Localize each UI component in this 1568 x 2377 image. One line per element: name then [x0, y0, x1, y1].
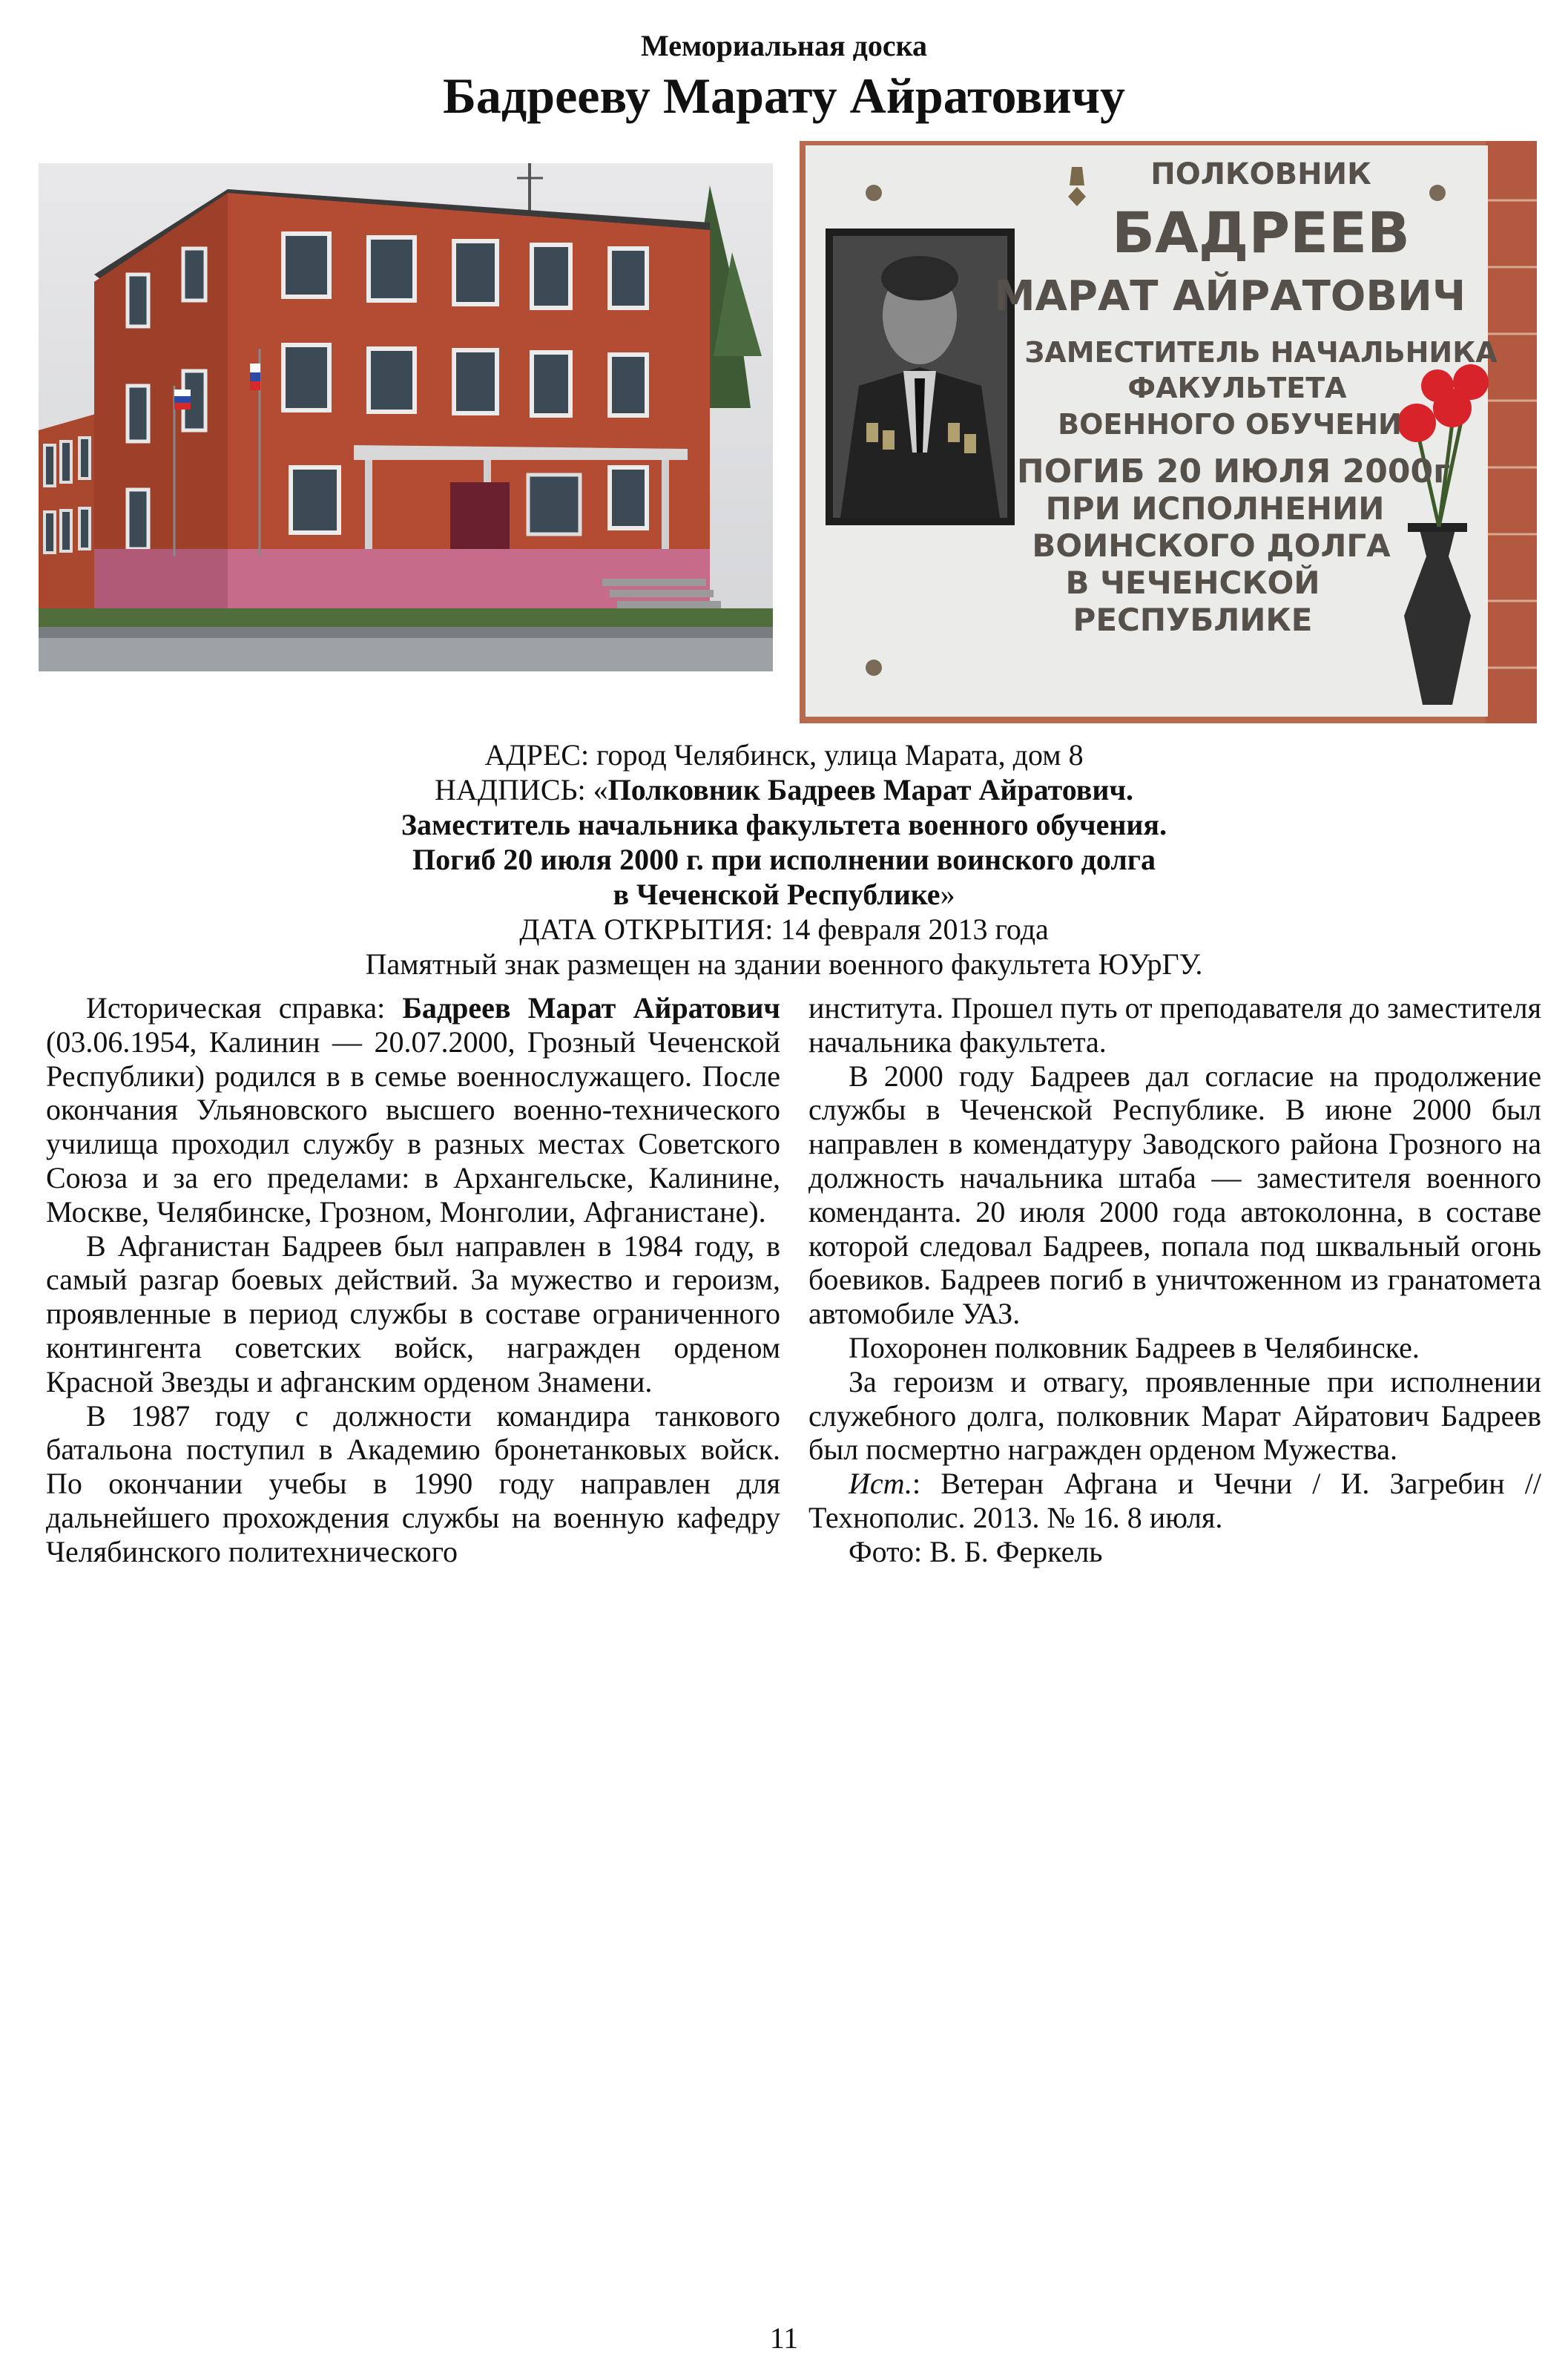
plaque-info — [0, 737, 1568, 982]
source-text: : Ветеран Афгана и Чечни / И. Загребин // Технополис. 2013. № 16. 8 июля. — [808, 1467, 1541, 1534]
building-photo — [39, 163, 773, 671]
photo-credit: Фото: В. Б. Феркель — [849, 1534, 1103, 1568]
history-paragraph-4: В 2000 году Бадреев дал согласие на продолжение службы в Чеченской Республике. В июне 2000 был направлен в комендатуру Заводского района Грозного на должность начальника штаба — заместителя военного коменданта. 20 июля 2000 года автоколонна, в составе которой следовал Бадреев, попала под шквальный огонь боевиков. Бадреев погиб в уничтоженном из гранатомета автомобиле УАЗ. — [808, 1059, 1541, 1331]
opening-date-label: ДАТА ОТКРЫТИЯ: — [519, 913, 781, 946]
plaque-death-line-4: В ЧЕЧЕНСКОЙ — [1065, 565, 1320, 601]
page-supertitle: Мемориальная доска — [640, 29, 928, 62]
plaque-name: МАРАТ АЙРАТОВИЧ — [993, 272, 1466, 320]
address-label: АДРЕС: — [484, 738, 597, 772]
plaque-death-line-3: ВОИНСКОГО ДОЛГА — [1032, 527, 1391, 564]
plaque-surname: БАДРЕЕВ — [1112, 200, 1410, 266]
history-paragraph-5: Похоронен полковник Бадреев в Челябинске. — [849, 1330, 1420, 1364]
plaque-position-line-1: ЗАМЕСТИТЕЛЬ НАЧАЛЬНИКА — [1024, 336, 1498, 369]
plaque-position-line-2: ФАКУЛЬТЕТА — [1127, 372, 1347, 404]
inscription-text-3: Погиб 20 июля 2000 г. при исполнении воинского долга — [412, 843, 1156, 876]
history-paragraph-3: В 1987 году с должности командира танкового батальона поступил в Академию бронетанковых войск. По окончании учебы в 1990 году направлен для дальнейшего прохождения службы на военную кафедру Челябинского политехнического — [46, 1398, 780, 1568]
history-intro: Историческая справка: — [86, 991, 403, 1025]
inscription-text-2: Заместитель начальника факультета военного обучения. — [401, 808, 1167, 841]
inscription-line-4 — [0, 877, 1568, 912]
plaque-position-line-3: ВОЕННОГО ОБУЧЕНИ — [1058, 408, 1402, 441]
plaque-rank: ПОЛКОВНИК — [1150, 157, 1371, 191]
plaque-death-line-5: РЕСПУБЛИКЕ — [1073, 602, 1313, 638]
inscription-close-quote: » — [940, 878, 955, 911]
inscription-text-4: в Чеченской Республике — [613, 878, 941, 911]
history-paragraph-continued: института. Прошел путь от преподавателя до заместителя начальника факультета. — [808, 991, 1542, 1059]
plaque-death-line-2: ПРИ ИСПОЛНЕНИИ — [1045, 490, 1385, 527]
source-label: Ист. — [849, 1467, 913, 1501]
inscription-line-1 — [0, 772, 1568, 807]
inscription-line-3 — [0, 842, 1568, 877]
history-paragraph-1 — [46, 991, 780, 1229]
plaque-death-line-1: ПОГИБ 20 ИЮЛЯ 2000г — [1016, 453, 1451, 490]
history-paragraph-6: За героизм и отвагу, проявленные при исполнении служебного долга, полковник Марат Айратович Бадреев был посмертно награжден орденом Мужества. — [808, 1364, 1541, 1467]
placement-line: Памятный знак размещен на здании военного факультета ЮУрГУ. — [365, 947, 1203, 981]
inscription-text-1: Полковник Бадреев Марат Айратович. — [607, 773, 1133, 806]
page-title: Бадрееву Марату Айратовичу — [442, 68, 1126, 124]
address-line — [0, 737, 1568, 772]
right-column — [808, 991, 1541, 1569]
inscription-line-2 — [0, 807, 1568, 842]
source-citation — [808, 1467, 1541, 1535]
opening-date-line — [0, 912, 1568, 947]
history-text-1: (03.06.1954, Калинин — 20.07.2000, Грозный Чеченской Республики) родился в в семье военнослужащего. После окончания Ульяновского высшего военно-технического училища проходил службу в разных местах Советского Союза и за его пределами: в Архангельске, Калинине, Москве, Челябинске, Грозном, Монголии, Афганистане). — [46, 1025, 780, 1229]
inscription-label: НАДПИСЬ: « — [434, 773, 608, 806]
address-value: город Челябинск, улица Марата, дом 8 — [596, 738, 1084, 772]
history-person-name: Бадреев Марат Айратович — [402, 991, 780, 1025]
page-number: 11 — [769, 2321, 799, 2355]
left-column — [46, 991, 780, 1569]
history-paragraph-2: В Афганистан Бадреев был направлен в 1984 году, в самый разгар боевых действий. За мужество и героизм, проявленные в период службы в составе ограниченного контингента советских войск, награжден орденом Красной Звезды и афганским орденом Знамени. — [46, 1229, 780, 1398]
memorial-plaque-photo — [800, 141, 1537, 723]
opening-date-value: 14 февраля 2013 года — [780, 913, 1049, 946]
